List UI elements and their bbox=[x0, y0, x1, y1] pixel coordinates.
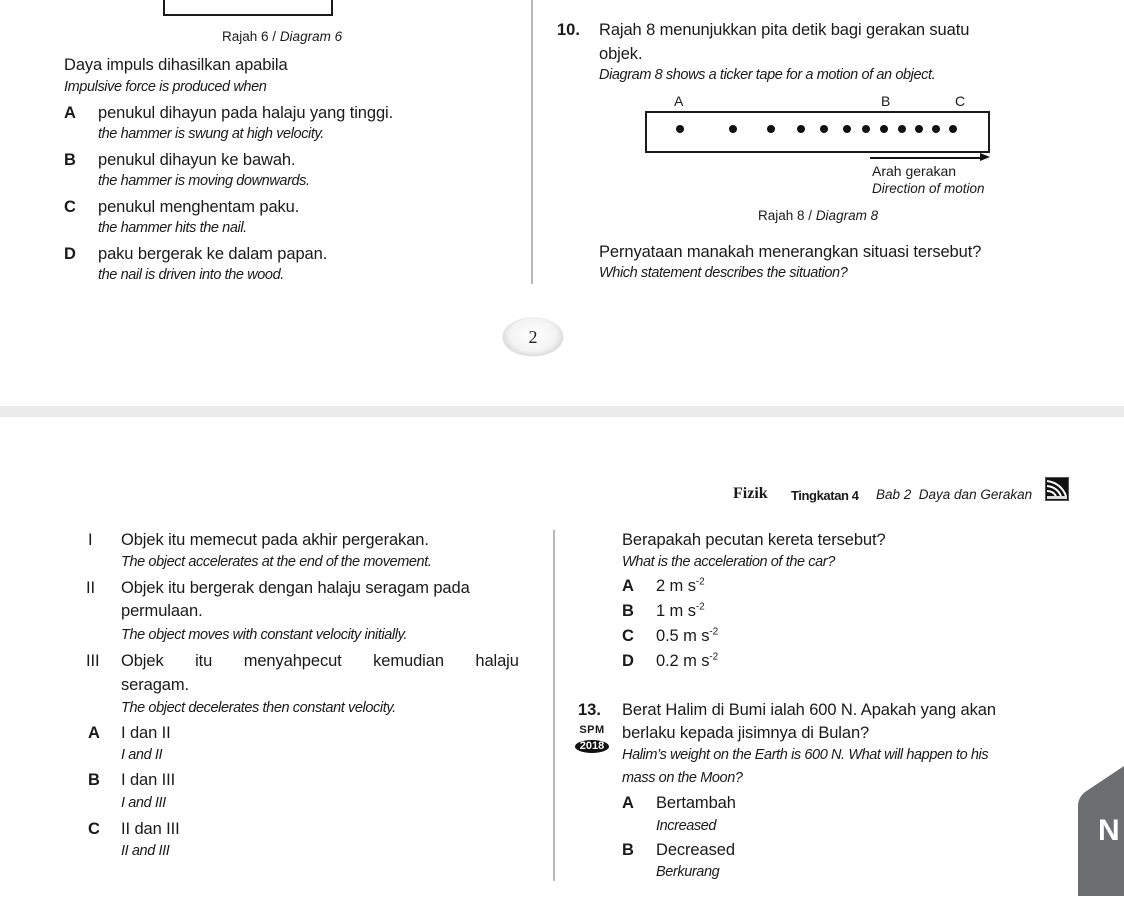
option-label: B bbox=[88, 771, 100, 789]
question-10-en: Diagram 8 shows a ticker tape for a motion of an object. bbox=[599, 67, 936, 83]
option-text-en: I and III bbox=[121, 795, 166, 811]
option-label: C bbox=[88, 820, 100, 838]
ticker-dot bbox=[898, 125, 906, 133]
diagram-8-caption: Rajah 8 / Diagram 8 bbox=[758, 208, 879, 223]
ticker-dot bbox=[797, 125, 805, 133]
statement-ms: Objek itu memecut pada akhir pergerakan. bbox=[121, 531, 429, 549]
ticker-dot bbox=[820, 125, 828, 133]
option-label: B bbox=[622, 602, 634, 620]
question-10-number: 10. bbox=[557, 21, 580, 39]
option-label: A bbox=[88, 724, 100, 742]
ticker-dot bbox=[862, 125, 870, 133]
statement-numeral: II bbox=[86, 579, 95, 597]
direction-label-ms: Arah gerakan bbox=[872, 163, 957, 179]
header-subject: Fizik bbox=[733, 485, 768, 502]
question-10-ms-line2: objek. bbox=[599, 45, 643, 63]
statement-en: The object accelerates at the end of the movement. bbox=[121, 554, 432, 570]
option-label: D bbox=[64, 245, 76, 263]
question-10-ms-line1: Rajah 8 menunjukkan pita detik bagi gerakan suatu bbox=[599, 21, 970, 39]
option-text-en: Increased bbox=[656, 818, 717, 834]
option-label: B bbox=[622, 841, 634, 859]
option-label: C bbox=[64, 198, 76, 216]
ticker-dot bbox=[843, 125, 851, 133]
option-label: A bbox=[64, 104, 76, 122]
option-label: B bbox=[64, 151, 76, 169]
direction-arrow-line bbox=[870, 157, 984, 159]
statement-numeral: I bbox=[88, 531, 93, 549]
option-text-en: the hammer hits the nail. bbox=[98, 220, 247, 236]
statement-ms-line1: Objek itu menyahpecut kemudian halaju bbox=[121, 652, 519, 670]
tape-label-c: C bbox=[955, 93, 966, 109]
question-13-number: 13. bbox=[578, 701, 601, 719]
option-text-en: the hammer is moving downwards. bbox=[98, 173, 310, 189]
column-divider bbox=[531, 0, 533, 284]
question-13-en-line2: mass on the Moon? bbox=[622, 770, 743, 786]
option-text-ms: penukul dihayun pada halaju yang tinggi. bbox=[98, 104, 394, 122]
question-10-prompt-en: Which statement describes the situation? bbox=[599, 265, 848, 281]
question-13-en-line1: Halim’s weight on the Earth is 600 N. What will happen to his bbox=[622, 747, 989, 763]
diagram-6-box bbox=[163, 0, 333, 16]
option-text-ms: II dan III bbox=[121, 820, 180, 838]
option-text-ms: I dan II bbox=[121, 724, 171, 742]
header-chapter: Bab 2 Daya dan Gerakan bbox=[876, 487, 1033, 502]
option-text-ms: penukul dihayun ke bawah. bbox=[98, 151, 296, 169]
spm-2018-badge: SPM 2018 bbox=[570, 725, 614, 754]
option-value: 0.2 m $s^{-2}$ bbox=[656, 651, 719, 670]
option-text-en: Berkurang bbox=[656, 864, 720, 880]
option-text-ms: Decreased bbox=[656, 841, 735, 859]
tape-label-b: B bbox=[881, 93, 891, 109]
statement-ms-line2: seragam. bbox=[121, 676, 189, 694]
option-value: 0.5 m $s^{-2}$ bbox=[656, 626, 719, 645]
option-value: 2 m $s^{-2}$ bbox=[656, 576, 705, 595]
column-divider bbox=[553, 530, 555, 881]
statement-en: The object decelerates then constant velocity. bbox=[121, 700, 396, 716]
option-text-ms: penukul menghentam paku. bbox=[98, 198, 300, 216]
statement-numeral: III bbox=[86, 652, 100, 670]
question-acceleration-en: What is the acceleration of the car? bbox=[622, 554, 835, 570]
ticker-dot bbox=[676, 125, 684, 133]
ticker-dot bbox=[729, 125, 737, 133]
question-9-en: Impulsive force is produced when bbox=[64, 79, 267, 95]
option-value: 1 m $s^{-2}$ bbox=[656, 601, 705, 620]
question-13-ms-line1: Berat Halim di Bumi ialah 600 N. Apakah yang akan bbox=[622, 701, 996, 719]
option-text-en: II and III bbox=[121, 843, 170, 859]
ticker-dot bbox=[932, 125, 940, 133]
diagram-6-caption: Rajah 6 / Diagram 6 bbox=[222, 29, 343, 44]
question-acceleration-ms: Berapakah pecutan kereta tersebut? bbox=[622, 531, 886, 549]
side-tab-letter: N bbox=[1098, 814, 1120, 847]
statement-ms-line1: Objek itu bergerak dengan halaju seragam pada bbox=[121, 579, 470, 597]
page-separator bbox=[0, 406, 1124, 417]
statement-ms-line2: permulaan. bbox=[121, 602, 203, 620]
ticker-dot bbox=[880, 125, 888, 133]
tape-label-a: A bbox=[674, 93, 684, 109]
ticker-dot bbox=[915, 125, 923, 133]
option-label: A bbox=[622, 577, 634, 595]
header-form: Tingkatan 4 bbox=[791, 488, 859, 503]
page-number-badge: 2 bbox=[503, 318, 563, 356]
ticker-dot bbox=[949, 125, 957, 133]
option-label: D bbox=[622, 652, 634, 670]
option-text-en: the hammer is swung at high velocity. bbox=[98, 126, 324, 142]
ticker-dot bbox=[767, 125, 775, 133]
option-text-en: the nail is driven into the wood. bbox=[98, 267, 284, 283]
signal-waves-icon bbox=[1045, 477, 1069, 501]
direction-label-en: Direction of motion bbox=[872, 181, 985, 196]
option-label: A bbox=[622, 794, 634, 812]
option-text-en: I and II bbox=[121, 747, 163, 763]
question-9-ms: Daya impuls dihasilkan apabila bbox=[64, 56, 288, 74]
question-13-ms-line2: berlaku kepada jisimnya di Bulan? bbox=[622, 724, 870, 742]
question-10-prompt-ms: Pernyataan manakah menerangkan situasi tersebut? bbox=[599, 243, 982, 261]
option-text-ms: paku bergerak ke dalam papan. bbox=[98, 245, 328, 263]
option-text-ms: I dan III bbox=[121, 771, 176, 789]
option-text-ms: Bertambah bbox=[656, 794, 736, 812]
chapter-side-tab bbox=[1078, 766, 1124, 896]
arrow-right-icon bbox=[980, 153, 990, 161]
statement-en: The object moves with constant velocity initially. bbox=[121, 627, 407, 643]
option-label: C bbox=[622, 627, 634, 645]
